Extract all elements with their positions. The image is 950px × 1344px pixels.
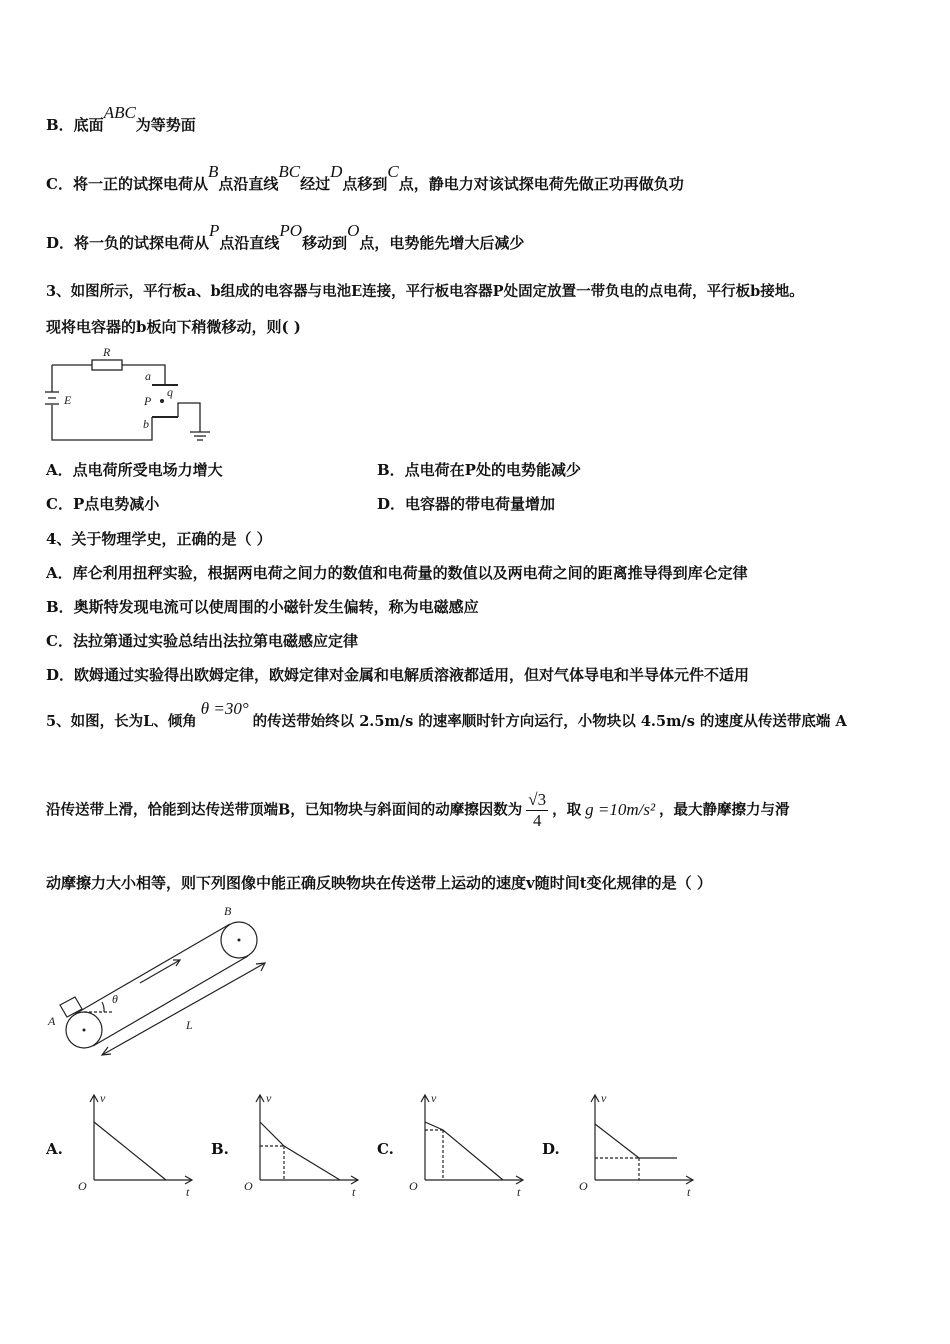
axis-t-label: t [186, 1185, 190, 1199]
q4-stem: 4、关于物理学史，正确的是（ ） [46, 530, 272, 548]
gravity-expression: g =10m/s² [585, 799, 656, 819]
label-theta: θ [112, 992, 118, 1006]
q3-option-a: A．点电荷所受电场力增大 [46, 461, 223, 479]
vt-graph-b [240, 1090, 370, 1200]
axis-origin-label: O [78, 1179, 87, 1193]
vt-graph-a [74, 1090, 204, 1200]
label-p: P [144, 394, 152, 408]
axis-v-label: v [601, 1091, 607, 1105]
axis-v-label: v [100, 1091, 106, 1105]
q4-option-d: D．欧姆通过实验得出欧姆定律，欧姆定律对金属和电解质溶液都适用，但对气体导电和半导体元件不适用 [46, 666, 750, 684]
axis-origin-label: O [579, 1179, 588, 1193]
q3-stem-line1: 3、如图所示，平行板a、b组成的电容器与电池E连接，平行板电容器P处固定放置一带负电的点电荷，平行板b接地。 [46, 283, 804, 300]
label-a: a [145, 369, 151, 383]
vt-graph-c [405, 1090, 535, 1200]
axis-origin-label: O [409, 1179, 418, 1193]
graph-label-a: A. [46, 1140, 63, 1158]
graph-label-b: B. [211, 1140, 229, 1158]
q3-option-b: B．点电荷在P处的电势能减少 [377, 461, 581, 479]
vt-graph-d [575, 1090, 705, 1200]
graph-label-c: C. [377, 1140, 394, 1158]
axis-t-label: t [517, 1185, 521, 1199]
q3-stem-line2: 现将电容器的b板向下稍微移动，则( ) [46, 318, 301, 336]
label-a-bottom: A [48, 1014, 56, 1028]
q3-option-c: C．P点电势减小 [46, 495, 160, 513]
label-e: E [64, 393, 72, 407]
point-charge [160, 399, 164, 403]
label-l: L [186, 1018, 193, 1032]
axis-t-label: t [352, 1185, 356, 1199]
capacitor-circuit-diagram [40, 345, 220, 445]
q4-option-b: B．奥斯特发现电流可以使周围的小磁针发生偏转，称为电磁感应 [46, 598, 479, 616]
q4-option-a: A．库仑利用扭秤实验，根据两电荷之间力的数值和电荷量的数值以及两电荷之间的距离推导得到库仑定律 [46, 564, 748, 582]
axis-t-label: t [687, 1185, 691, 1199]
label-r: R [103, 345, 111, 359]
q2-option-b: B．底面ABC为等势面 [46, 103, 196, 134]
q3-option-d: D．电容器的带电荷量增加 [377, 495, 556, 513]
q2-option-c: C．将一正的试探电荷从B点沿直线BC经过D点移到C点，静电力对该试探电荷先做正功再做负功 [46, 162, 684, 193]
axis-origin-label: O [244, 1179, 253, 1193]
q5-stem-line3: 动摩擦力大小相等，则下列图像中能正确反映物块在传送带上运动的速度v随时间t变化规律的是（ ） [46, 874, 712, 892]
conveyor-belt-diagram [40, 905, 280, 1060]
label-b: b [143, 417, 149, 431]
theta-expression: θ =30° [200, 699, 249, 718]
q5-stem-line1: 5、如图，长为L、倾角θ =30°的传送带始终以 2.5m/s 的速率顺时针方向运行，小物块以 4.5m/s 的速度从传送带底端 A [46, 699, 847, 730]
q2-option-d: D．将一负的试探电荷从P点沿直线PO移动到O点，电势能先增大后减少 [46, 221, 525, 252]
friction-coefficient-fraction: $\frac{√3}{4}$ [528, 790, 547, 830]
axis-v-label: v [431, 1091, 437, 1105]
math-abc: ABC [103, 103, 136, 122]
label-b-top: B [224, 904, 232, 918]
q5-stem-line2: 沿传送带上滑，恰能到达传送带顶端B，已知物块与斜面间的动摩擦因数为 $\frac{√3}{4}$ ，取 g =10m/s² ，最大静摩擦力与滑 [46, 790, 790, 830]
q4-option-c: C．法拉第通过实验总结出法拉第电磁感应定律 [46, 632, 358, 650]
axis-v-label: v [266, 1091, 272, 1105]
label-q: q [167, 385, 173, 399]
graph-label-d: D. [542, 1140, 560, 1158]
